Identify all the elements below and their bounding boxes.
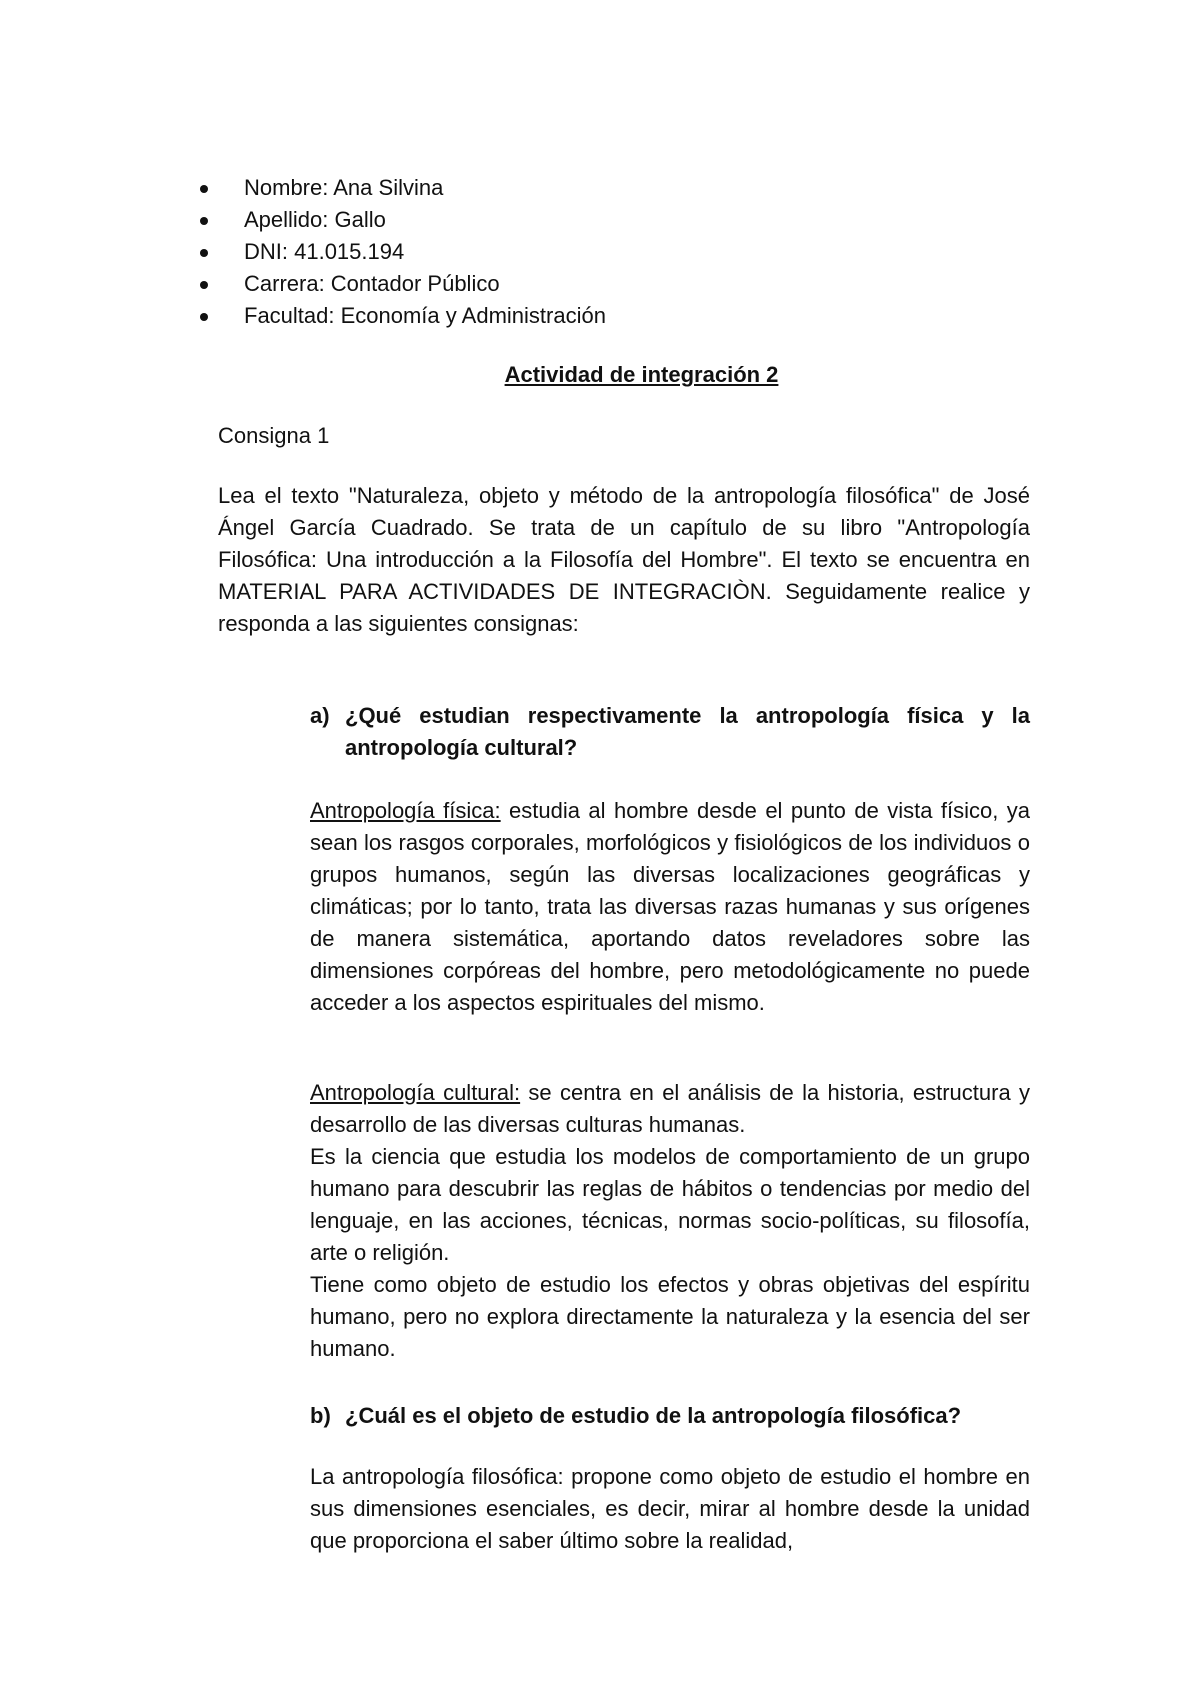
answer-cultural-p3: Tiene como objeto de estudio los efectos y obras objetivas del espíritu humano, pero no explora directamente la naturaleza y la esencia del ser humano. (310, 1272, 1030, 1361)
answer-cultural-p2: Es la ciencia que estudia los modelos de comportamiento de un grupo humano para descubrir las reglas de hábitos o tendencias por medio del lenguaje, en las acciones, técnicas, normas socio-políticas, su filosofía, arte o religión. (310, 1144, 1030, 1265)
document-title: Actividad de integración 2 (504, 362, 779, 387)
answer-cultural-label: Antropología cultural: (310, 1080, 521, 1105)
student-info-list (200, 172, 606, 332)
student-dni: DNI: 41.015.194 (200, 236, 606, 268)
answer-b: La antropología filosófica: propone como objeto de estudio el hombre en sus dimensiones esenciales, es decir, mirar al hombre desde la unidad que proporciona el saber último sobre la realidad, (310, 1464, 1030, 1553)
consigna-heading: Consigna 1 (218, 423, 330, 448)
student-name: Nombre: Ana Silvina (200, 172, 606, 204)
answer-cultural-text: se centra en el análisis de la historia, estructura y desarrollo de las diversas culturas humanas. (310, 1080, 1030, 1137)
answer-fisica-label: Antropología física: (310, 798, 501, 823)
question-b-letter: b) (310, 1403, 331, 1428)
answer-cultural-p1 (310, 1077, 1030, 1141)
student-faculty: Facultad: Economía y Administración (200, 300, 606, 332)
student-career: Carrera: Contador Público (200, 268, 606, 300)
intro-paragraph: Lea el texto "Naturaleza, objeto y método de la antropología filosófica" de José Ángel García Cuadrado. Se trata de un capítulo de su libro "Antropología Filosófica: Una introducción a la Filosofía del Hombre". El texto se encuentra en MATERIAL PARA ACTIVIDADES DE INTEGRACIÒN. Seguidamente realice y responda a las siguientes consignas: (218, 483, 1030, 636)
question-a-letter: a) (310, 703, 330, 728)
answer-cultural (310, 1077, 1030, 1365)
student-surname: Apellido: Gallo (200, 204, 606, 236)
question-b (310, 1400, 1030, 1432)
answer-fisica-text: estudia al hombre desde el punto de vista físico, ya sean los rasgos corporales, morfológicos y fisiológicos de los individuos o grupos humanos, según las diversas localizaciones geográficas y climáticas; por lo tanto, trata las diversas razas humanas y sus orígenes de manera sistemática, aportando datos reveladores sobre las dimensiones corpóreas del hombre, pero metodológicamente no puede acceder a los aspectos espirituales del mismo. (310, 798, 1030, 1015)
question-a-text: ¿Qué estudian respectivamente la antropología física y la antropología cultural? (345, 703, 1030, 760)
question-a (310, 700, 1030, 764)
question-b-text: ¿Cuál es el objeto de estudio de la antropología filosófica? (345, 1403, 962, 1428)
answer-fisica (310, 795, 1030, 1019)
